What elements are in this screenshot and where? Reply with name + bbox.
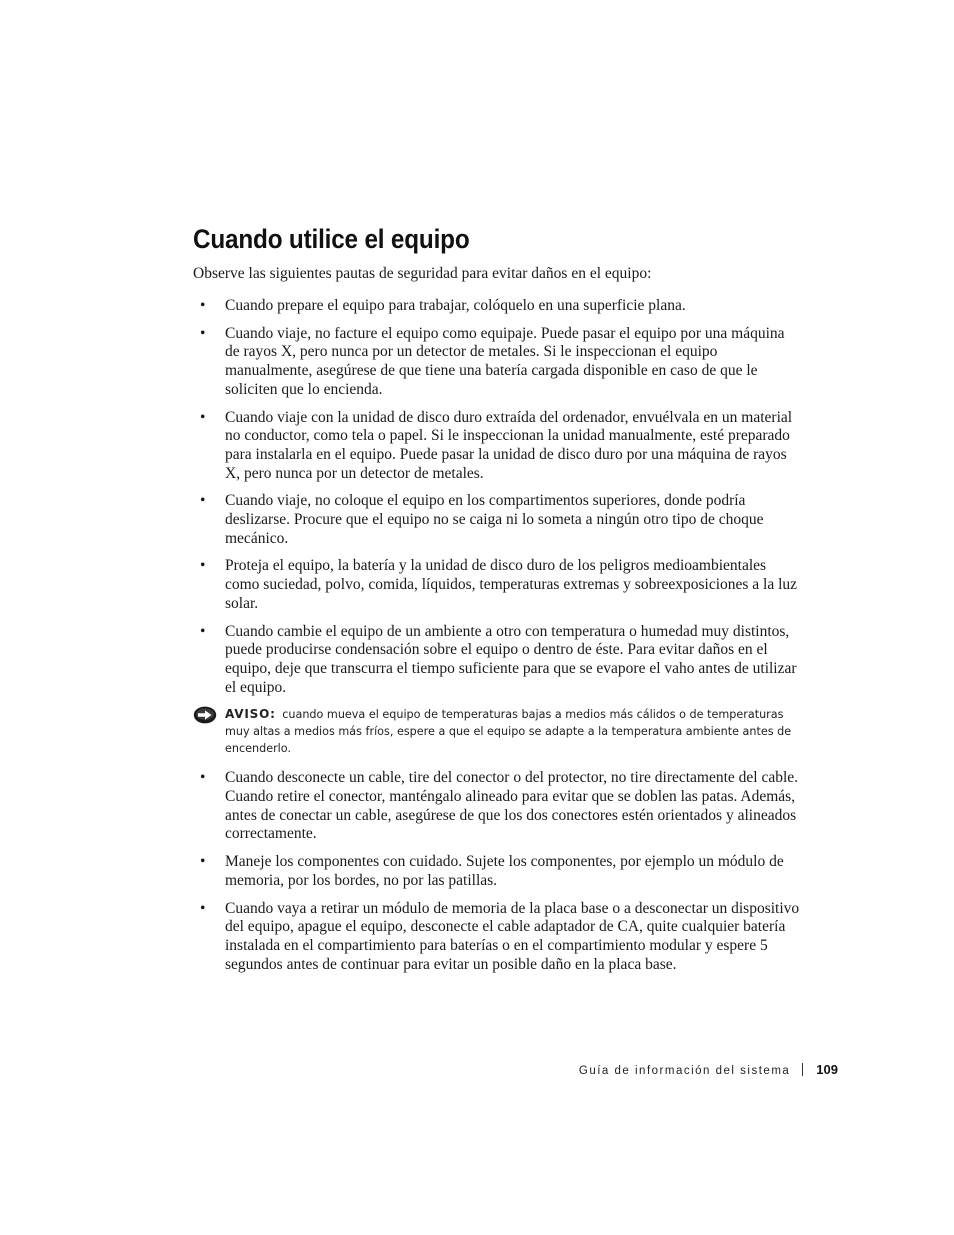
page-footer [500, 1061, 838, 1079]
notice-arrow-icon [193, 706, 217, 724]
list-item-text: Cuando viaje, no coloque el equipo en los compartimentos superiores, donde podría deslizarse. Procure que el equipo no se caiga ni lo someta a ningún otro tipo de choque mecánico. [225, 492, 764, 547]
list-item [193, 297, 803, 316]
bullet-icon: • [200, 297, 206, 314]
list-item [193, 492, 803, 548]
bullet-icon: • [200, 557, 206, 575]
list-item [193, 557, 803, 613]
list-item-text: Maneje los componentes con cuidado. Sujete los componentes, por ejemplo un módulo de memoria, por los bordes, no por las patillas. [225, 853, 784, 889]
list-item-text: Cuando prepare el equipo para trabajar, colóquelo en una superficie plana. [225, 297, 686, 314]
notice-text: cuando mueva el equipo de temperaturas bajas a medios más cálidos o de temperaturas muy altas a medios más fríos, espere a que el equipo se adapte a la temperatura ambiente antes de encenderlo. [225, 708, 792, 756]
list-item [193, 409, 803, 484]
page-number: 109 [816, 1062, 838, 1077]
list-item-text: Cuando desconecte un cable, tire del conector o del protector, no tire directamente del cable. Cuando retire el conector, manténgalo alineado para evitar que se doblen las patas. Además, antes de conectar un cable, asegúrese de que los dos conectores estén orientados y alineados correctamente. [225, 769, 799, 843]
bullet-icon: • [200, 324, 206, 342]
section-title: Cuando utilice el equipo [193, 224, 470, 254]
list-item [193, 623, 803, 698]
list-item-text: Cuando vaya a retirar un módulo de memoria de la placa base o a desconectar un dispositivo del equipo, apague el equipo, desconecte el cable adaptador de CA, quite cualquier batería instalada en el compartimiento para baterías o en el compartimiento modular y espere 5 segundos antes de continuar para evitar un posible daño en la placa base. [225, 899, 800, 973]
notice-label: AVISO: [225, 707, 276, 722]
bullet-icon: • [200, 492, 206, 510]
footer-divider [802, 1063, 803, 1076]
bullet-icon: • [200, 899, 206, 917]
list-item-text: Cuando viaje, no facture el equipo como equipaje. Puede pasar el equipo por una máquina de rayos X, pero nunca por un detector de metales. Si le inspeccionan el equipo manualmente, asegúrese de que tiene una batería cargada disponible en caso de que le soliciten que lo encienda. [225, 324, 785, 398]
list-item-text: Cuando viaje con la unidad de disco duro extraída del ordenador, envuélvala en un material no conductor, como tela o papel. Si le inspeccionan la unidad manualmente, esté preparado para instalarla en el equipo. Puede pasar la unidad de disco duro por una máquina de rayos X, pero nunca por un detector de metales. [225, 408, 793, 482]
list-item-text: Proteja el equipo, la batería y la unidad de disco duro de los peligros medioambientales como suciedad, polvo, comida, líquidos, temperaturas extremas y sobreexposiciones a la luz solar. [225, 557, 798, 612]
list-item-text: Cuando cambie el equipo de un ambiente a otro con temperatura o humedad muy distintos, puede producirse condensación sobre el equipo o dentro de éste. Para evitar daños en el equipo, deje que transcurra el tiempo suficiente para que se evapore el vaho antes de utilizar el equipo. [225, 622, 797, 696]
list-item [193, 769, 803, 844]
notice-callout [193, 706, 803, 757]
guide-title: Guía de información del sistema [578, 1065, 791, 1077]
intro-paragraph: Observe las siguientes pautas de seguridad para evitar daños en el equipo: [193, 265, 652, 282]
bullet-icon: • [200, 622, 206, 640]
bullet-icon: • [200, 769, 206, 787]
list-item [193, 853, 803, 890]
list-item [193, 900, 803, 975]
guidelines-list-second [193, 769, 803, 974]
guidelines-list-first [193, 297, 803, 697]
guidelines-content [193, 297, 803, 983]
bullet-icon: • [200, 853, 206, 871]
list-item [193, 325, 803, 400]
bullet-icon: • [200, 408, 206, 426]
